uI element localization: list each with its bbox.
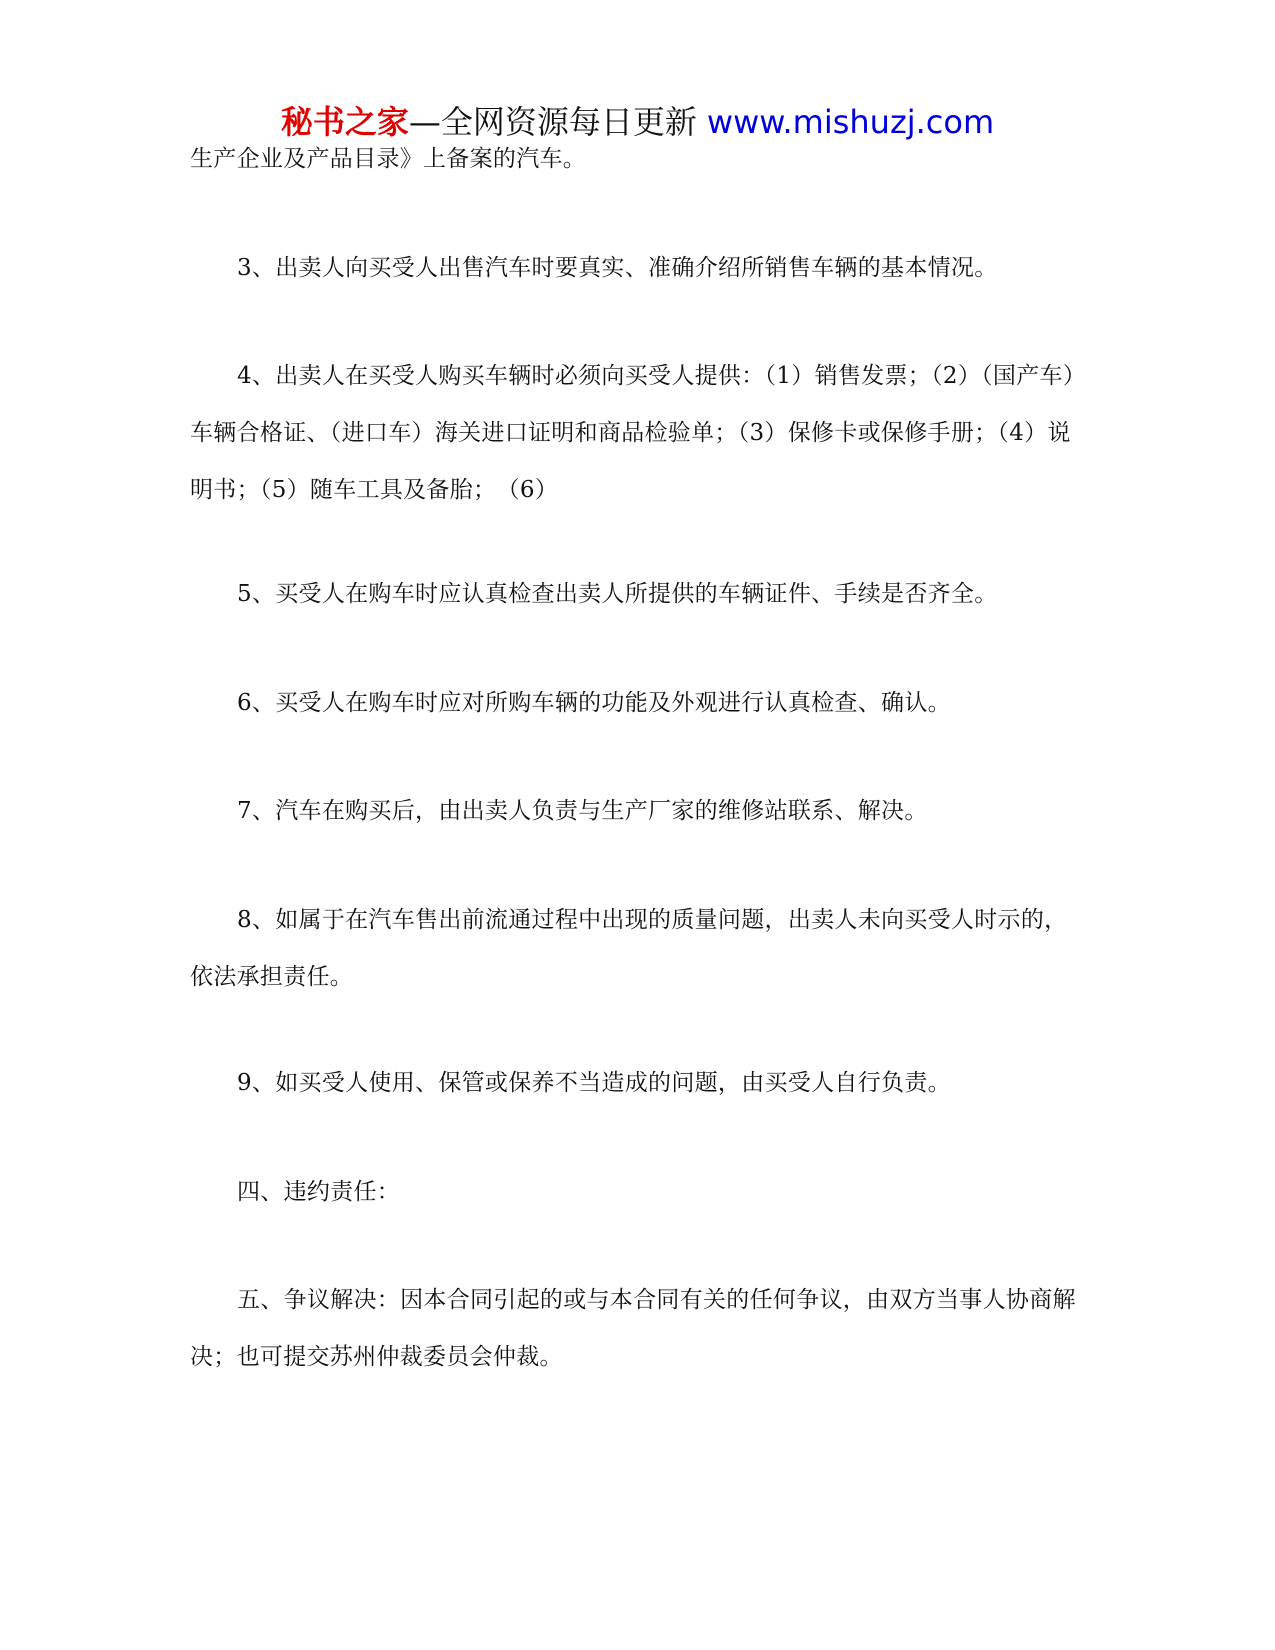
section-heading-breach: 四、违约责任： (237, 1179, 401, 1205)
paragraph-item-5: 5、买受人在购车时应认真检查出卖人所提供的车辆证件、手续是否齐全。 (237, 581, 998, 607)
paragraph-continuation: 生产企业及产品目录》上备案的汽车。 (190, 146, 587, 172)
paragraph-item-9: 9、如买受人使用、保管或保养不当造成的问题，由买受人自行负责。 (237, 1070, 951, 1096)
paragraph-item-6: 6、买受人在购车时应对所购车辆的功能及外观进行认真检查、确认。 (237, 690, 951, 716)
paragraph-item-4: 4、出卖人在买受人购买车辆时必须向买受人提供：（1）销售发票；（2）（国产车）车辆合格证、（进口车）海关进口证明和商品检验单；（3）保修卡或保修手册；（4）说明书；（5）随车工具及备胎； （6） (190, 363, 1087, 503)
paragraph-item-3: 3、出卖人向买受人出售汽车时要真实、准确介绍所销售车辆的基本情况。 (237, 255, 998, 281)
paragraph-item-7: 7、汽车在购买后，由出卖人负责与生产厂家的维修站联系、解决。 (237, 798, 928, 824)
brand-name: 秘书之家 (280, 103, 409, 141)
header-slogan: —全网资源每日更新 (408, 103, 697, 141)
paragraph-item-8: 8、如属于在汽车售出前流通过程中出现的质量问题，出卖人未向买受人时示的，依法承担责任。 (190, 907, 1068, 990)
section-dispute-resolution: 五、争议解决：因本合同引起的或与本合同有关的任何争议，由双方当事人协商解决；也可提交苏州仲裁委员会仲裁。 (190, 1287, 1076, 1370)
site-url-link[interactable]: www.mishuzj.com (706, 103, 995, 141)
